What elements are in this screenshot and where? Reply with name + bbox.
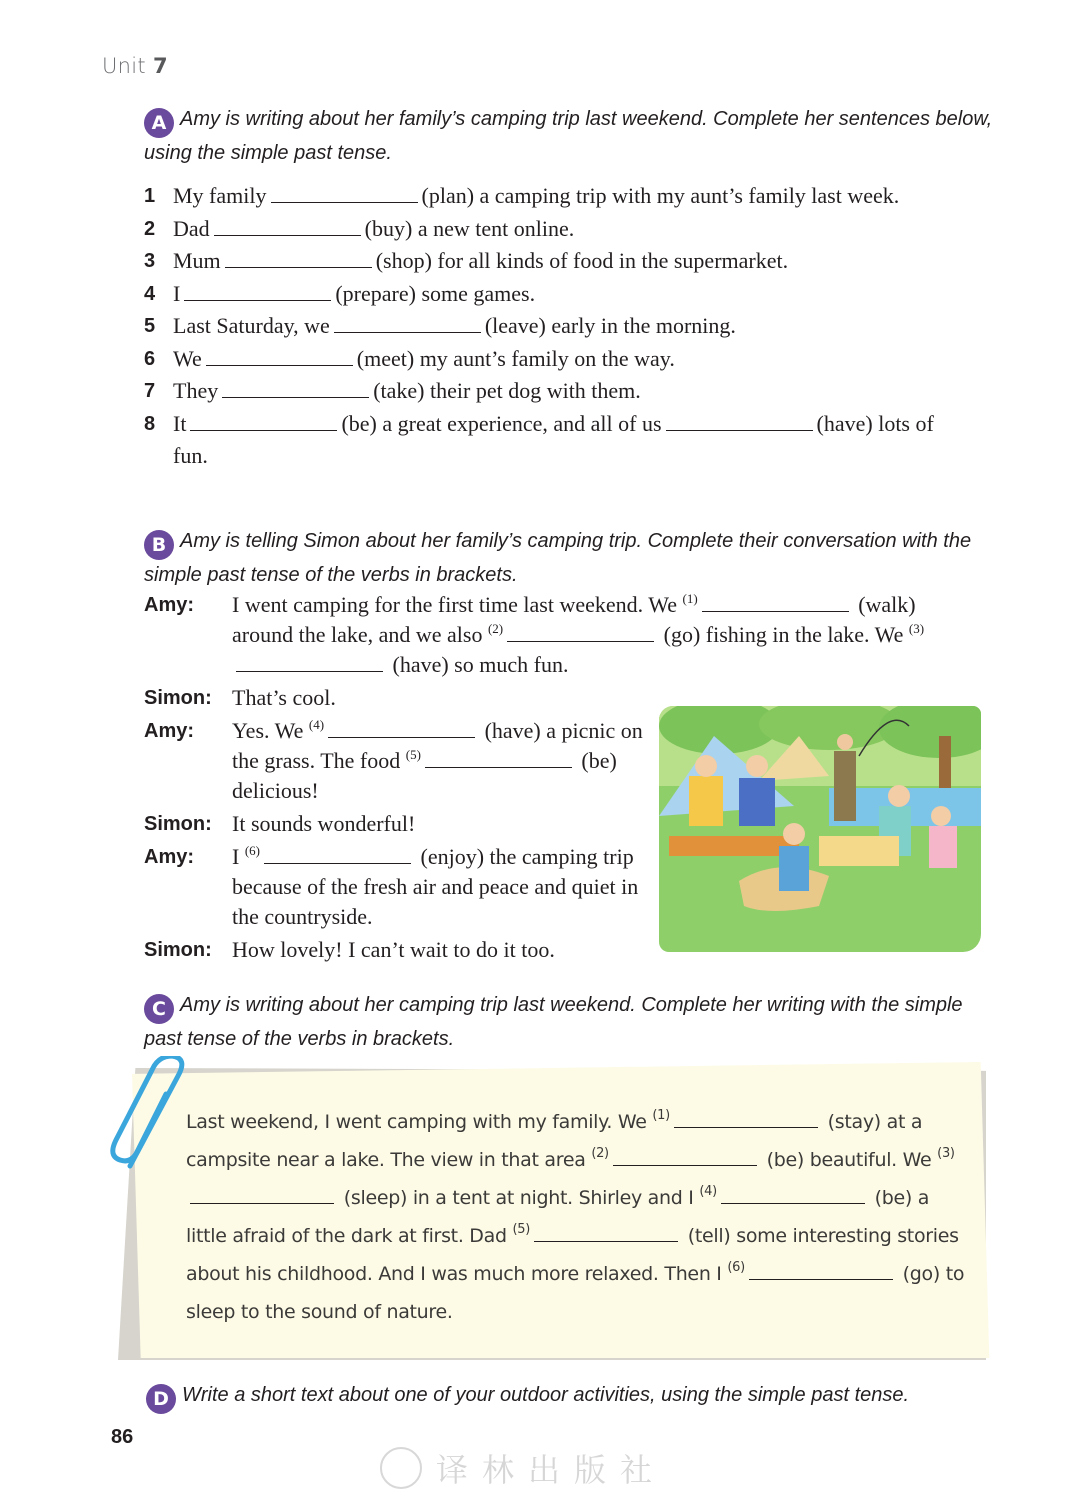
verb-hint: (leave) — [484, 313, 546, 338]
speech-part: (be) delicious! — [232, 748, 617, 803]
tree-trunk — [939, 736, 951, 796]
item-text: They — [173, 378, 219, 403]
note-part: Last weekend, I went camping with my family. We — [186, 1111, 647, 1133]
speech-text — [232, 842, 652, 932]
publisher-logo-icon — [380, 1447, 422, 1489]
blank-marker: (6) — [244, 843, 260, 858]
speech-text: It sounds wonderful! — [232, 811, 416, 836]
answer-blank[interactable] — [184, 283, 331, 301]
verb-hint: (take) — [373, 378, 425, 403]
girl-head — [931, 806, 951, 826]
note-part: (tell) some interesting stories about his childhood. And I was much more relaxed. Then I — [186, 1225, 959, 1285]
speech-part: (have) so much fun. — [392, 652, 569, 677]
answer-blank[interactable] — [334, 315, 481, 333]
section-a-list — [144, 180, 964, 473]
verb-hint: (have) — [816, 410, 873, 436]
answer-blank[interactable] — [666, 413, 813, 431]
note-text — [186, 1103, 966, 1331]
item-text: a new tent online. — [417, 215, 575, 241]
answer-blank[interactable] — [222, 380, 369, 398]
answer-blank[interactable] — [190, 413, 337, 431]
speech-text: How lovely! I can’t wait to do it too. — [232, 937, 555, 962]
note-part: (stay) at a campsite near a lake. The view in that area — [186, 1111, 923, 1171]
page-number: 86 — [111, 1426, 134, 1448]
list-item — [144, 375, 964, 408]
list-item — [144, 408, 964, 473]
item-text: My family — [173, 183, 267, 208]
blank-marker: (2) — [591, 1146, 609, 1161]
list-item — [144, 278, 964, 311]
item-text: We — [173, 345, 202, 371]
speech-part: Yes. We — [232, 718, 304, 743]
fisherman-head — [837, 734, 853, 750]
blank-marker: (5) — [512, 1222, 531, 1237]
answer-blank[interactable] — [613, 1148, 757, 1166]
verb-hint: (plan) — [421, 183, 475, 208]
blank-marker: (4) — [308, 717, 325, 732]
girl-pink-shirt — [929, 826, 957, 868]
list-item — [144, 310, 964, 343]
picnic-blanket — [819, 836, 899, 866]
speech-part: (have) a picnic on the grass. The food — [232, 718, 643, 773]
speech-part: I went camping for the first time last weekend. We — [232, 592, 678, 617]
section-a-badge: A — [144, 108, 174, 138]
speech-part: (enjoy) the camping trip because of the fresh air and peace and quiet in the countryside. — [232, 844, 639, 929]
speech-part: (go) fishing in the lake. We — [663, 622, 904, 647]
item-number: 3 — [144, 250, 156, 272]
item-number: 2 — [144, 217, 156, 240]
blank-marker: (3) — [937, 1146, 955, 1161]
item-number: 5 — [144, 315, 156, 337]
note-part: (sleep) in a tent at night. Shirley and I — [343, 1187, 694, 1209]
publisher-watermark — [380, 1446, 666, 1490]
blank-marker: (3) — [908, 621, 925, 636]
blank-marker: (2) — [487, 621, 504, 636]
item-text: Last Saturday, we — [173, 313, 330, 338]
item-text: Dad — [173, 215, 210, 241]
speaker-name: Simon: — [144, 939, 212, 961]
blank-marker: (1) — [652, 1108, 670, 1123]
answer-blank[interactable] — [206, 348, 353, 366]
answer-blank[interactable] — [214, 218, 361, 236]
section-c-instruction-text: Amy is writing about her camping trip last weekend. Complete her writing with the simple past tense of the verbs in brackets. — [144, 994, 963, 1050]
item-number: 6 — [144, 347, 156, 370]
speaker-name: Simon: — [144, 813, 212, 835]
paperclip-icon — [100, 1056, 200, 1176]
section-a-instruction — [144, 104, 994, 168]
verb-hint: (shop) — [375, 248, 432, 273]
girl-head — [888, 785, 910, 807]
item-number: 1 — [144, 185, 156, 207]
fisherman — [834, 751, 856, 821]
item-number: 4 — [144, 282, 156, 305]
item-number: 8 — [144, 412, 156, 435]
publisher-name: 译林出版社 — [436, 1451, 667, 1489]
item-text: their pet dog with them. — [430, 378, 641, 403]
answer-blank[interactable] — [225, 250, 372, 268]
unit-heading — [102, 54, 168, 78]
list-item — [144, 180, 964, 213]
section-d-badge: D — [146, 1384, 176, 1414]
answer-blank[interactable] — [702, 594, 849, 612]
note-part: (go) to sleep to the sound of nature. — [186, 1263, 965, 1323]
answer-blank[interactable] — [674, 1110, 818, 1128]
section-c-badge: C — [144, 994, 174, 1024]
answer-blank[interactable] — [328, 720, 475, 738]
verb-hint: (prepare) — [335, 280, 416, 306]
section-c-instruction — [144, 990, 994, 1054]
answer-blank[interactable] — [264, 846, 411, 864]
note-part: (be) a little afraid of the dark at first. Dad — [186, 1187, 930, 1247]
woman-head — [695, 755, 717, 777]
section-b-instruction — [144, 526, 994, 590]
verb-hint: (meet) — [356, 345, 415, 371]
item-text: some games. — [421, 280, 536, 306]
speaker-name: Amy: — [144, 594, 195, 616]
unit-number: 7 — [152, 54, 168, 78]
blank-marker: (5) — [405, 747, 421, 762]
verb-hint: (buy) — [364, 215, 413, 241]
section-d-instruction-text: Write a short text about one of your outdoor activities, using the simple past tense. — [182, 1384, 910, 1406]
item-text: a great experience, and all of us — [382, 410, 662, 436]
speech-part: I — [232, 844, 240, 869]
item-text: for all kinds of food in the supermarket. — [437, 248, 789, 273]
section-a-instruction-text: Amy is writing about her family’s camping trip last weekend. Complete her sentences below, using the simple past tense. — [144, 108, 993, 164]
section-b-instruction-text: Amy is telling Simon about her family’s camping trip. Complete their conversation with the simple past tense of the verbs in brackets. — [144, 530, 972, 586]
illustration-svg — [659, 706, 981, 952]
answer-blank[interactable] — [534, 1224, 678, 1242]
answer-blank[interactable] — [507, 624, 654, 642]
item-text: lots of fun. — [173, 410, 934, 468]
verb-hint: (be) — [341, 410, 377, 436]
blank-marker: (4) — [699, 1184, 717, 1199]
speech-text — [232, 590, 974, 680]
item-text: It — [173, 410, 187, 436]
section-d-instruction — [146, 1380, 996, 1414]
answer-blank[interactable] — [425, 750, 572, 768]
answer-blank[interactable] — [236, 654, 383, 672]
dialog-line — [144, 590, 974, 680]
section-b-badge: B — [144, 530, 174, 560]
unit-label: Unit — [102, 54, 146, 78]
item-text: Mum — [173, 248, 221, 273]
man-head — [746, 755, 768, 777]
answer-blank[interactable] — [749, 1262, 893, 1280]
answer-blank[interactable] — [190, 1186, 334, 1204]
blank-marker: (6) — [727, 1260, 745, 1275]
answer-blank[interactable] — [721, 1186, 865, 1204]
camping-picnic-illustration — [659, 706, 981, 952]
speech-text — [232, 716, 652, 806]
answer-blank[interactable] — [271, 185, 418, 203]
note-part: (be) beautiful. We — [766, 1149, 932, 1171]
speech-text: That’s cool. — [232, 685, 336, 710]
boy-running — [779, 846, 809, 891]
list-item — [144, 343, 964, 376]
woman-yellow-shirt — [689, 776, 723, 826]
speaker-name: Simon: — [144, 687, 212, 709]
item-text: a camping trip with my aunt’s family last week. — [479, 183, 900, 208]
speech-part: (walk) around the lake, and we also — [232, 592, 916, 647]
speaker-name: Amy: — [144, 846, 195, 868]
blank-marker: (1) — [682, 591, 698, 606]
item-text: early in the morning. — [551, 313, 736, 338]
list-item — [144, 245, 964, 278]
list-item — [144, 213, 964, 246]
man-blue-shirt — [739, 778, 775, 826]
item-text: my aunt’s family on the way. — [419, 345, 675, 371]
boy-head — [783, 823, 805, 845]
item-number: 7 — [144, 380, 156, 402]
speaker-name: Amy: — [144, 720, 195, 742]
item-text: I — [173, 280, 181, 306]
